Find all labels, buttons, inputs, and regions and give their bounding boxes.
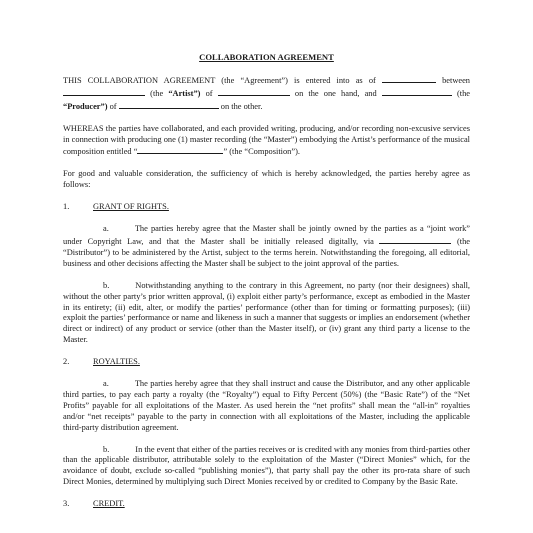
- intro-text: of: [109, 101, 117, 111]
- intro-text: THIS COLLABORATION AGREEMENT (the “Agreement”) is entered into as of: [63, 75, 376, 85]
- agreement-body: [63, 52, 470, 521]
- clause-text: The parties hereby agree that the Master shall be jointly owned by the parties as a “joint work” under Copyright Law, and that the Master shall be initially released digitally, via: [63, 224, 470, 246]
- clause-2a: [63, 379, 470, 434]
- clause-text: (the “Distributor”) to be administered by the Artist, subject to the terms herein. Notwithstanding the foregoing, all editorial, business and other decisions affecting the Master shall be subject to the joint approval of the parties.: [63, 236, 471, 268]
- artist-address-blank[interactable]: [218, 87, 290, 96]
- section-heading-credit: [63, 499, 470, 510]
- artist-term: “Artist”): [168, 88, 201, 98]
- intro-text: on the other.: [220, 101, 263, 111]
- intro-paragraph: [63, 74, 470, 113]
- intro-text: between: [442, 75, 470, 85]
- section-number: 3.: [63, 499, 70, 509]
- producer-address-blank[interactable]: [119, 100, 219, 109]
- intro-text: (the: [456, 88, 471, 98]
- section-heading-royalties: [63, 357, 470, 368]
- clause-label: b.: [103, 280, 110, 290]
- consideration-paragraph: For good and valuable consideration, the sufficiency of which is hereby acknowledged, the parties hereby agree as follows:: [63, 169, 470, 190]
- section-number: 2.: [63, 357, 70, 367]
- section-heading-grant-of-rights: [63, 202, 470, 213]
- artist-name-blank[interactable]: [63, 87, 145, 96]
- clause-1a: [63, 224, 470, 270]
- section-title: ROYALTIES.: [93, 357, 140, 367]
- clause-text: In the event that either of the parties receives or is credited with any monies from third-parties other than the applicable distributor, attributable solely to the exploitation of the Master (“Direct Monies” which, for the avoidance of doubt, exclude so-called “publishing monies”), that party shall pay the other its pro-rata share of such Direct Monies, determined by multiplying such Direct Monies received by or credited to Company by the Basic Rate.: [63, 444, 470, 487]
- intro-text: (the: [150, 88, 164, 98]
- whereas-paragraph: [63, 124, 470, 159]
- section-title: GRANT OF RIGHTS.: [93, 202, 169, 212]
- whereas-text: WHEREAS the parties have collaborated, and each provided writing, producing, and/or recording non-excusive services in connection with producing one (1) master recording (the “Master”) embodying the Artist’s performance of the musical composition entitled “: [63, 123, 470, 157]
- clause-text: The parties hereby agree that they shall instruct and cause the Distributor, and any other applicable third parties, to pay each party a royalty (the “Royalty”) equal to Fifty Percent (50%) (the “Basic Rate”) of the “Net Profits” payable for all exploitations of the Master. As used herein the “net profits” shall mean the “all-in” royalties and/or “net receipts” payable to the party in connection with all exploitations of the Master, including the applicable third-party distribution agreement.: [63, 379, 470, 432]
- clause-text: Notwithstanding anything to the contrary in this Agreement, no party (nor their designees) shall, without the other party’s prior written approval, (i) exploit either party’s performance, except as embodied in the Master in its entirety; (ii) edit, alter, or modify the parties’ performance (other than for timing or formatting purposes); (iii) exploit the parties’ performance or name and likeness in such a manner that suggests or implies an endorsement (whether direct or indirect) of any product or service (other than the Master itself), or (iv) grant any third party a license to the Master.: [63, 280, 470, 345]
- clause-2b: [63, 445, 470, 489]
- producer-name-blank[interactable]: [382, 87, 452, 96]
- section-number: 1.: [63, 202, 70, 212]
- producer-term: “Producer”): [63, 101, 108, 111]
- composition-title-blank[interactable]: [137, 145, 223, 154]
- clause-label: b.: [103, 444, 110, 454]
- clause-label: a.: [103, 379, 109, 389]
- intro-text: on the one hand, and: [294, 88, 377, 98]
- intro-text: of: [205, 88, 213, 98]
- distributor-blank[interactable]: [379, 235, 451, 244]
- section-title: CREDIT.: [93, 499, 125, 509]
- clause-label: a.: [103, 224, 109, 234]
- document-title: COLLABORATION AGREEMENT: [199, 52, 334, 62]
- clause-1b: [63, 281, 470, 346]
- whereas-text: ” (the “Composition”).: [223, 147, 300, 157]
- date-blank[interactable]: [382, 74, 436, 83]
